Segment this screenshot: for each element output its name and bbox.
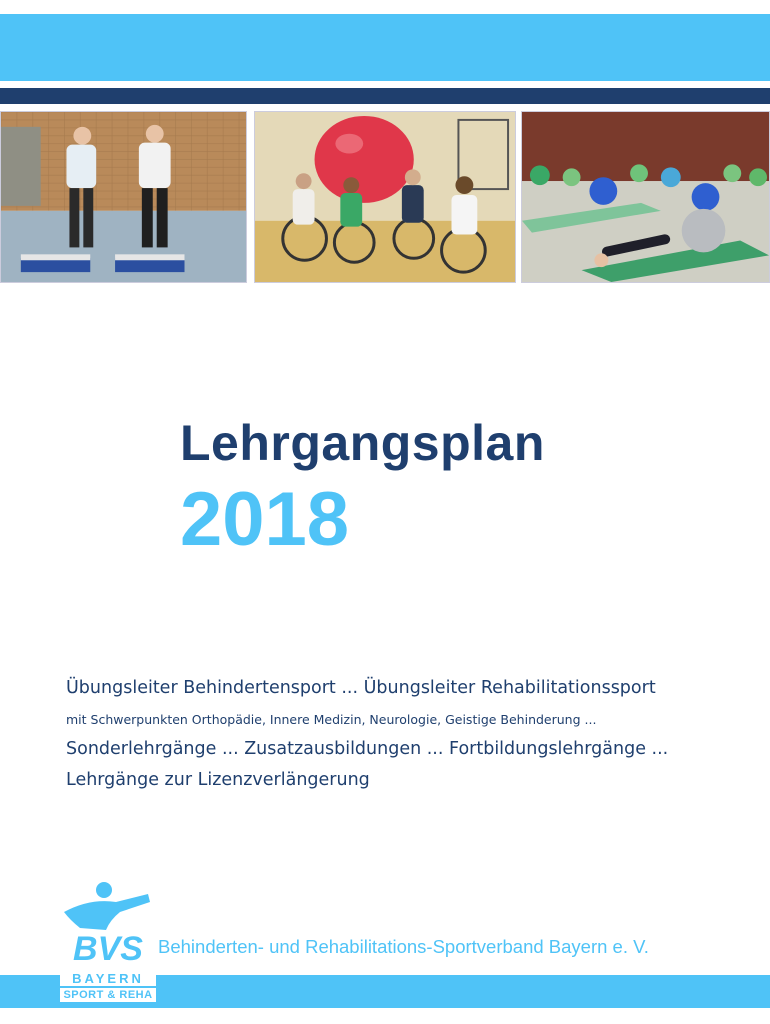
course-line-1: Übungsleiter Behindertensport ... Übungsleiter Rehabilitationssport [66, 678, 656, 698]
logo-subtitle-sport-reha: SPORT & REHA [60, 988, 156, 1002]
top-color-band [0, 14, 770, 81]
logo-letters: BVS [73, 930, 143, 964]
photo-wheelchair-ball-game [254, 111, 516, 283]
bvs-logo-figure-icon [60, 880, 156, 964]
logo-subtitle-bayern: BAYERN [60, 972, 156, 986]
course-line-3: Sonderlehrgänge ... Zusatzausbildungen ... Fortbildungslehrgänge ... [66, 739, 669, 759]
course-line-2: mit Schwerpunkten Orthopädie, Innere Medizin, Neurologie, Geistige Behinderung ... [66, 712, 597, 727]
course-line-4: Lehrgänge zur Lizenzverlängerung [66, 770, 370, 790]
photo-balance-training [0, 111, 247, 283]
organization-name: Behinderten- und Rehabilitations-Sportverband Bayern e. V. [158, 936, 649, 957]
bvs-logo [60, 880, 156, 1010]
navy-stripe [0, 88, 770, 104]
document-title: Lehrgangsplan [180, 415, 545, 471]
document-year: 2018 [180, 477, 350, 562]
photo-gym-ball-exercise [521, 111, 770, 283]
